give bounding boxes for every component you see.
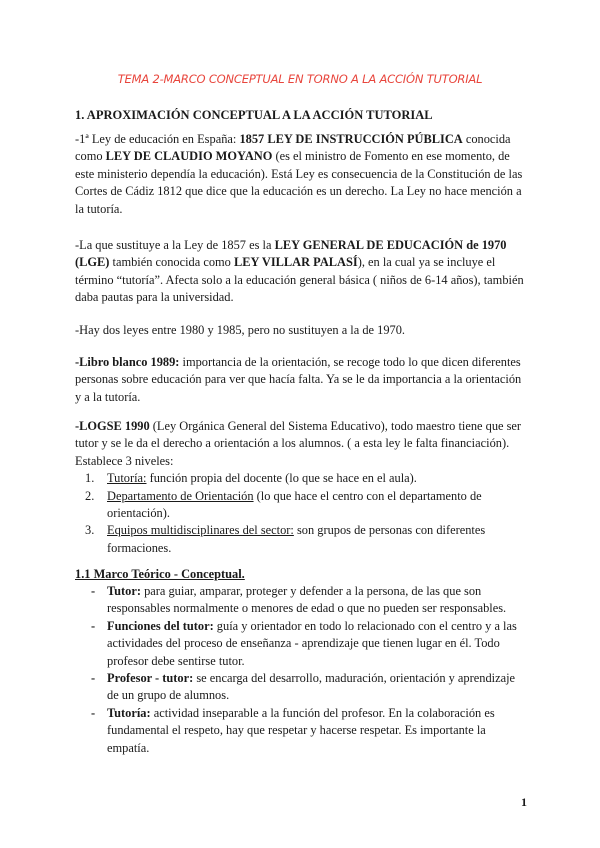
- paragraph-two-laws: [75, 322, 527, 339]
- p5-text: (Ley Orgánica General del Sistema Educativo), todo maestro tiene que ser tutor y se le da el derecho a orientación a los alumnos. ( a esta ley le falta financiación). Establece 3 niveles:: [75, 419, 522, 468]
- p2-text-c: también conocida como: [109, 255, 234, 270]
- definition-term: Funciones del tutor:: [107, 618, 214, 633]
- level-text: son grupos de personas con diferentes formaciones.: [107, 523, 486, 555]
- document-title: TEMA 2-MARCO CONCEPTUAL EN TORNO A LA ACCIÓN TUTORIAL: [117, 72, 483, 86]
- definition-text: para guiar, amparar, proteger y defender a la persona, de las que son responsables normalmente o menores de edad o que no pueden ser responsables.: [107, 584, 507, 616]
- p4-term: -Libro blanco 1989:: [75, 355, 180, 369]
- subsection: [75, 567, 527, 757]
- level-text: función propia del docente (lo que se hace en el aula).: [146, 471, 417, 486]
- level-number: 2.: [85, 488, 95, 503]
- levels-list: [75, 470, 527, 557]
- level-item: [85, 470, 527, 487]
- paragraph-logse: [75, 418, 527, 557]
- p2-villar: LEY VILLAR PALASÍ: [233, 255, 358, 270]
- definition-text: guía y orientador en todo lo relacionado con el centro y a las actividades del proceso de enseñanza - aprendizaje que tienen lugar en él. Todo profesor debe sentirse tutor.: [107, 618, 517, 668]
- p1-law-name: 1857 LEY DE INSTRUCCIÓN PÚBLICA: [239, 132, 463, 146]
- paragraph-lge: [75, 237, 527, 307]
- definition-item: [75, 670, 527, 705]
- p2-text-e: ), en la cual ya se incluye el término “tutoría”. Afecta solo a la educación general básica ( niños de 6-14 años), también daba pautas para la universidad.: [75, 255, 524, 305]
- paragraph-libro-blanco: [75, 354, 527, 406]
- definition-term: Profesor - tutor:: [107, 671, 194, 686]
- level-term: Departamento de Orientación: [107, 488, 254, 503]
- definition-item: [75, 583, 527, 618]
- dash-marker: -: [91, 705, 96, 720]
- section-heading: 1. APROXIMACIÓN CONCEPTUAL A LA ACCIÓN TUTORIAL: [75, 108, 433, 122]
- p1-text-c: conocida como: [75, 132, 511, 164]
- definition-item: [75, 705, 527, 757]
- level-text: (lo que hace el centro con el departamento de orientación).: [107, 488, 482, 521]
- definition-text: actividad inseparable a la función del profesor. En la colaboración es fundamental el respeto, hay que respetar y hacerse respetar. Es importante la empatía.: [107, 705, 495, 755]
- paragraph-first-law: [75, 131, 527, 218]
- dash-marker: -: [91, 671, 96, 686]
- level-term: Equipos multidisciplinares del sector:: [107, 523, 294, 538]
- p5-term: -LOGSE 1990: [75, 419, 150, 433]
- definition-term: Tutoría:: [107, 705, 151, 720]
- p1-moyano: LEY DE CLAUDIO MOYANO: [105, 149, 273, 164]
- level-item: [85, 488, 527, 523]
- dash-marker: -: [91, 584, 96, 598]
- p1-text-e: (es el ministro de Fomento en ese momento, de este ministerio dependía la educación). Está Ley es consecuencia de la Constitución de las Cortes de Cádiz 1812 que dice que la educación es un derecho. La Ley no hace mención a la tutoría.: [75, 149, 523, 216]
- definitions-list: [75, 583, 527, 757]
- definition-item: [75, 618, 527, 670]
- p2-text-a: -La que sustituye a la Ley de 1857 es la: [75, 238, 275, 252]
- level-number: 3.: [85, 523, 95, 538]
- p3-text: -Hay dos leyes entre 1980 y 1985, pero no sustituyen a la de 1970.: [75, 323, 406, 337]
- page-number: 1: [521, 795, 527, 809]
- p2-lge: LEY GENERAL DE EDUCACIÓN de 1970 (LGE): [75, 238, 507, 270]
- dash-marker: -: [91, 618, 96, 633]
- subsection-heading: 1.1 Marco Teórico - Conceptual.: [75, 567, 245, 581]
- definition-term: Tutor:: [107, 584, 141, 598]
- p4-text: importancia de la orientación, se recoge todo lo que dicen diferentes personas sobre educación para ver que hacía falta. Ya se le da importancia a la orientación y a la tutoría.: [75, 355, 522, 404]
- p1-text-a: -1ª Ley de educación en España:: [75, 132, 240, 146]
- definition-text: se encarga del desarrollo, maduración, orientación y aprendizaje de un grupo de alumnos.: [107, 671, 516, 703]
- level-item: [85, 522, 527, 557]
- level-term: Tutoría:: [107, 471, 147, 486]
- level-number: 1.: [85, 471, 95, 486]
